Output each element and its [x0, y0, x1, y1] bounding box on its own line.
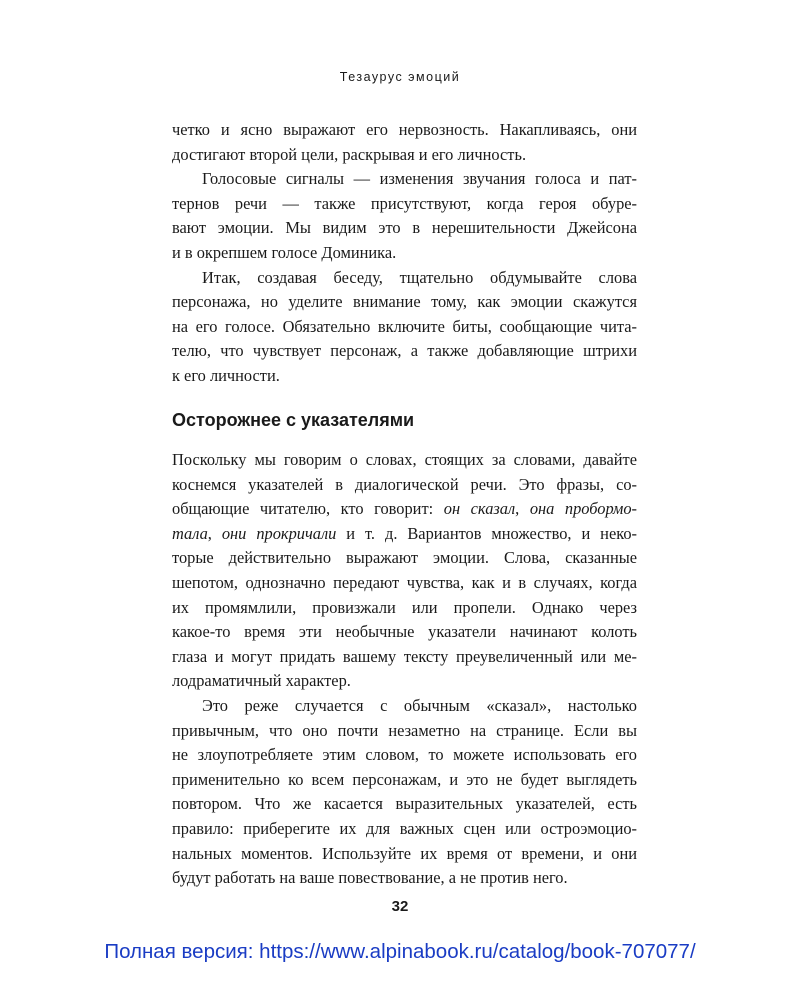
text-run: и т. д. Вариантов множество, и неко- — [336, 523, 637, 543]
text-line: и в окрепшем голосе Доминика. — [172, 242, 397, 262]
text-line: правило: приберегите их для важных сцен или остроэмоцио- — [172, 818, 637, 838]
italic-example: тала — [172, 523, 208, 543]
text-line: Поскольку мы говорим о словах, стоящих за словами, давайте — [172, 450, 637, 469]
text-line: торые действительно выражают эмоции. Слова, сказанные — [172, 548, 637, 568]
text-line: не злоупотребляете этим словом, то можете использовать его — [172, 745, 637, 765]
text-run: общающие читателю, кто говорит: — [172, 499, 444, 519]
text-line — [172, 497, 637, 522]
text-line: к его личности. — [172, 365, 280, 385]
italic-example: она пробормо- — [529, 499, 637, 519]
text-line: шепотом, однозначно передают чувства, как и в случаях, когда — [172, 572, 637, 592]
text-line: применительно ко всем персонажам, и это не будет выглядеть — [172, 769, 637, 789]
text-line: привычным, что оно почти незаметно на странице. Если вы — [172, 720, 637, 740]
text-line: Итак, создавая беседу, тщательно обдумывайте слова — [202, 267, 637, 287]
text-line: их промямлили, провизжали или пропели. Однако через — [172, 597, 637, 617]
text-line: персонажа, но уделите внимание тому, как эмоции скажутся — [172, 292, 637, 312]
italic-example: они прокричали — [221, 523, 337, 543]
text-line: будут работать на ваше повествование, а не против него. — [172, 868, 568, 888]
text-run: , — [207, 523, 222, 543]
text-line: какое-то время эти необычные указатели начинают колоть — [172, 622, 637, 642]
text-run: , — [515, 499, 530, 519]
body-text-section-1 — [172, 118, 637, 389]
section-heading: Осторожнее с указателями — [172, 410, 415, 430]
italic-example: он сказал — [443, 499, 516, 519]
page-number: 32 — [391, 898, 409, 915]
text-line: глаза и могут придать вашему тексту преувеличенный или ме- — [172, 646, 637, 666]
full-version-link[interactable]: Полная версия: https://www.alpinabook.ru/catalog/book-707077/ — [104, 940, 696, 963]
text-line: повтором. Что же касается выразительных указателей, есть — [172, 794, 637, 814]
text-line: тернов речи — также присутствуют, когда героя обуре- — [172, 193, 637, 213]
text-line: телю, что чувствует персонаж, а также добавляющие штрихи — [172, 341, 637, 361]
text-line: на его голосе. Обязательно включите биты, сообщающие чита- — [172, 316, 637, 336]
text-line: лодраматичный характер. — [172, 671, 351, 691]
text-line: четко и ясно выражают его нервозность. Накапливаясь, они — [172, 120, 637, 139]
text-line — [172, 522, 637, 547]
text-line: Это реже случается с обычным «сказал», настолько — [202, 695, 637, 715]
running-head: Тезаурус эмоций — [339, 70, 461, 84]
body-text-section-2 — [172, 448, 637, 891]
text-line: нальных моментов. Используйте их время от времени, и они — [172, 843, 637, 863]
text-line: Голосовые сигналы — изменения звучания голоса и пат- — [202, 169, 637, 189]
text-line: достигают второй цели, раскрывая и его личность. — [172, 144, 527, 164]
text-line: коснемся указателей в диалогической речи. Это фразы, со- — [172, 474, 637, 494]
text-line: вают эмоции. Мы видим это в нерешительности Джейсона — [172, 218, 637, 238]
